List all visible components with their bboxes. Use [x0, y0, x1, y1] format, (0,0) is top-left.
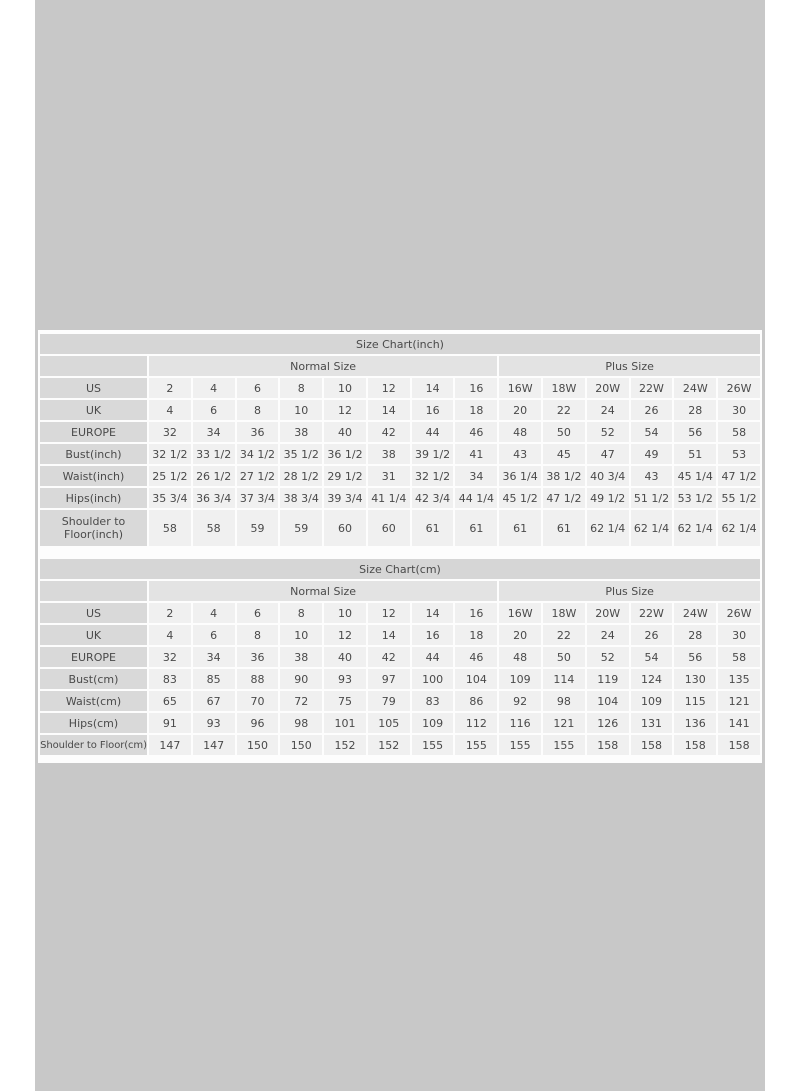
size-group-header: Normal Size: [149, 581, 497, 601]
size-cell: 36 1/4: [499, 466, 541, 486]
size-cell: 36: [237, 422, 279, 442]
size-cell: 20W: [587, 603, 629, 623]
size-cell: 37 3/4: [237, 488, 279, 508]
size-group-header: Normal Size: [149, 356, 497, 376]
size-cell: 58: [718, 422, 760, 442]
table-row: [40, 378, 760, 398]
size-cell: 158: [631, 735, 673, 755]
size-cell: 38: [280, 647, 322, 667]
size-cell: 98: [543, 691, 585, 711]
size-cell: 16W: [499, 603, 541, 623]
size-cell: 61: [455, 510, 497, 546]
size-cell: 18: [455, 400, 497, 420]
size-cell: 40 3/4: [587, 466, 629, 486]
size-cell: 72: [280, 691, 322, 711]
size-cell: 42: [368, 422, 410, 442]
size-cell: 98: [280, 713, 322, 733]
size-cell: 47 1/2: [543, 488, 585, 508]
size-cell: 26W: [718, 378, 760, 398]
size-cell: 32 1/2: [149, 444, 191, 464]
size-cell: 61: [412, 510, 454, 546]
size-cell: 16: [455, 378, 497, 398]
size-cell: 101: [324, 713, 366, 733]
size-cell: 44: [412, 647, 454, 667]
size-cell: 85: [193, 669, 235, 689]
size-cell: 65: [149, 691, 191, 711]
size-cell: 150: [237, 735, 279, 755]
size-cell: 22: [543, 625, 585, 645]
table-row: [40, 400, 760, 420]
size-cell: 59: [237, 510, 279, 546]
size-cell: 41 1/4: [368, 488, 410, 508]
size-cell: 56: [674, 647, 716, 667]
table-row: [40, 510, 760, 546]
row-label: Hips(cm): [40, 713, 147, 733]
size-cell: 97: [368, 669, 410, 689]
size-cell: 126: [587, 713, 629, 733]
row-label: Bust(cm): [40, 669, 147, 689]
table-row: [40, 691, 760, 711]
size-cell: 96: [237, 713, 279, 733]
size-cell: 43: [631, 466, 673, 486]
size-cell: 62 1/4: [674, 510, 716, 546]
size-cell: 155: [499, 735, 541, 755]
size-cell: 34: [193, 647, 235, 667]
size-cell: 2: [149, 603, 191, 623]
size-cell: 109: [412, 713, 454, 733]
size-cell: 131: [631, 713, 673, 733]
table-title-row: [40, 334, 760, 354]
size-cell: 50: [543, 422, 585, 442]
size-cell: 90: [280, 669, 322, 689]
row-label: US: [40, 378, 147, 398]
size-cell: 24W: [674, 603, 716, 623]
size-cell: 50: [543, 647, 585, 667]
size-cell: 61: [499, 510, 541, 546]
size-cell: 20W: [587, 378, 629, 398]
table-row: [40, 669, 760, 689]
size-cell: 40: [324, 422, 366, 442]
size-cell: 104: [587, 691, 629, 711]
table-row: [40, 603, 760, 623]
size-cell: 58: [193, 510, 235, 546]
size-cell: 8: [280, 378, 322, 398]
size-cell: 6: [237, 603, 279, 623]
size-cell: 53: [718, 444, 760, 464]
size-cell: 38: [368, 444, 410, 464]
size-cell: 12: [324, 625, 366, 645]
size-cell: 39 1/2: [412, 444, 454, 464]
size-cell: 86: [455, 691, 497, 711]
size-chart-table: [38, 557, 762, 757]
size-cell: 60: [324, 510, 366, 546]
size-cell: 141: [718, 713, 760, 733]
size-cell: 14: [412, 378, 454, 398]
size-cell: 46: [455, 422, 497, 442]
size-cell: 26W: [718, 603, 760, 623]
table-title: Size Chart(inch): [40, 334, 760, 354]
size-chart-panel: [38, 330, 762, 763]
size-cell: 20: [499, 625, 541, 645]
size-cell: 49 1/2: [587, 488, 629, 508]
size-cell: 48: [499, 647, 541, 667]
size-cell: 22W: [631, 378, 673, 398]
size-group-row: [40, 356, 760, 376]
size-cell: 130: [674, 669, 716, 689]
size-cell: 67: [193, 691, 235, 711]
size-group-header: Plus Size: [499, 581, 760, 601]
size-cell: 93: [193, 713, 235, 733]
size-cell: 34: [193, 422, 235, 442]
row-label: EUROPE: [40, 647, 147, 667]
row-label: Shoulder to Floor(inch): [40, 510, 147, 546]
row-label: UK: [40, 400, 147, 420]
size-cell: 62 1/4: [631, 510, 673, 546]
size-cell: 32: [149, 422, 191, 442]
size-cell: 14: [368, 625, 410, 645]
size-cell: 6: [237, 378, 279, 398]
size-cell: 38 1/2: [543, 466, 585, 486]
size-cell: 48: [499, 422, 541, 442]
size-cell: 16: [412, 400, 454, 420]
size-cell: 93: [324, 669, 366, 689]
row-label: Hips(inch): [40, 488, 147, 508]
size-chart-table: [38, 332, 762, 548]
size-cell: 53 1/2: [674, 488, 716, 508]
size-cell: 34 1/2: [237, 444, 279, 464]
size-cell: 52: [587, 422, 629, 442]
row-label: Bust(inch): [40, 444, 147, 464]
size-cell: 34: [455, 466, 497, 486]
size-cell: 45 1/4: [674, 466, 716, 486]
size-cell: 8: [237, 400, 279, 420]
table-row: [40, 466, 760, 486]
gray-background: [35, 0, 765, 1091]
size-cell: 4: [149, 625, 191, 645]
size-cell: 54: [631, 422, 673, 442]
size-cell: 135: [718, 669, 760, 689]
size-cell: 24: [587, 625, 629, 645]
size-cell: 88: [237, 669, 279, 689]
size-cell: 158: [587, 735, 629, 755]
size-cell: 29 1/2: [324, 466, 366, 486]
size-cell: 18W: [543, 378, 585, 398]
size-cell: 83: [149, 669, 191, 689]
size-cell: 121: [718, 691, 760, 711]
size-cell: 147: [193, 735, 235, 755]
size-cell: 10: [280, 625, 322, 645]
size-cell: 8: [237, 625, 279, 645]
size-cell: 10: [324, 378, 366, 398]
size-group-header: Plus Size: [499, 356, 760, 376]
size-cell: 59: [280, 510, 322, 546]
size-cell: 39 3/4: [324, 488, 366, 508]
size-cell: 45: [543, 444, 585, 464]
table-row: [40, 488, 760, 508]
table-row: [40, 713, 760, 733]
size-cell: 45 1/2: [499, 488, 541, 508]
table-row: [40, 444, 760, 464]
size-cell: 40: [324, 647, 366, 667]
size-cell: 27 1/2: [237, 466, 279, 486]
size-cell: 42 3/4: [412, 488, 454, 508]
size-cell: 6: [193, 625, 235, 645]
size-cell: 25 1/2: [149, 466, 191, 486]
size-cell: 83: [412, 691, 454, 711]
size-cell: 52: [587, 647, 629, 667]
corner-cell: [40, 356, 147, 376]
size-cell: 124: [631, 669, 673, 689]
size-cell: 109: [499, 669, 541, 689]
row-label: UK: [40, 625, 147, 645]
size-cell: 35 1/2: [280, 444, 322, 464]
size-cell: 58: [718, 647, 760, 667]
table-title: Size Chart(cm): [40, 559, 760, 579]
size-cell: 70: [237, 691, 279, 711]
size-cell: 44: [412, 422, 454, 442]
size-cell: 6: [193, 400, 235, 420]
row-label: EUROPE: [40, 422, 147, 442]
size-group-row: [40, 581, 760, 601]
size-cell: 10: [324, 603, 366, 623]
size-cell: 51: [674, 444, 716, 464]
size-cell: 62 1/4: [718, 510, 760, 546]
size-cell: 47: [587, 444, 629, 464]
size-cell: 16: [455, 603, 497, 623]
size-cell: 56: [674, 422, 716, 442]
size-cell: 33 1/2: [193, 444, 235, 464]
size-cell: 24W: [674, 378, 716, 398]
size-cell: 26: [631, 625, 673, 645]
size-cell: 16: [412, 625, 454, 645]
size-cell: 16W: [499, 378, 541, 398]
size-cell: 158: [674, 735, 716, 755]
size-cell: 4: [193, 603, 235, 623]
table-row: [40, 647, 760, 667]
size-cell: 155: [455, 735, 497, 755]
size-cell: 54: [631, 647, 673, 667]
size-cell: 12: [324, 400, 366, 420]
size-cell: 92: [499, 691, 541, 711]
size-cell: 158: [718, 735, 760, 755]
size-cell: 91: [149, 713, 191, 733]
size-cell: 22W: [631, 603, 673, 623]
size-cell: 42: [368, 647, 410, 667]
size-cell: 51 1/2: [631, 488, 673, 508]
size-cell: 41: [455, 444, 497, 464]
table-row: [40, 625, 760, 645]
size-cell: 75: [324, 691, 366, 711]
size-cell: 119: [587, 669, 629, 689]
size-cell: 28: [674, 400, 716, 420]
size-cell: 61: [543, 510, 585, 546]
size-cell: 31: [368, 466, 410, 486]
size-cell: 2: [149, 378, 191, 398]
size-cell: 109: [631, 691, 673, 711]
size-cell: 26: [631, 400, 673, 420]
size-cell: 150: [280, 735, 322, 755]
size-cell: 55 1/2: [718, 488, 760, 508]
size-cell: 105: [368, 713, 410, 733]
table-row: [40, 735, 760, 755]
size-cell: 14: [412, 603, 454, 623]
size-cell: 24: [587, 400, 629, 420]
size-cell: 116: [499, 713, 541, 733]
size-cell: 155: [412, 735, 454, 755]
size-cell: 62 1/4: [587, 510, 629, 546]
size-cell: 35 3/4: [149, 488, 191, 508]
corner-cell: [40, 581, 147, 601]
size-cell: 155: [543, 735, 585, 755]
row-label: Waist(inch): [40, 466, 147, 486]
size-cell: 136: [674, 713, 716, 733]
row-label: Shoulder to Floor(cm): [40, 735, 147, 755]
size-cell: 112: [455, 713, 497, 733]
size-cell: 18: [455, 625, 497, 645]
size-cell: 30: [718, 400, 760, 420]
size-cell: 10: [280, 400, 322, 420]
size-cell: 152: [324, 735, 366, 755]
size-cell: 104: [455, 669, 497, 689]
size-cell: 4: [149, 400, 191, 420]
size-cell: 58: [149, 510, 191, 546]
size-cell: 147: [149, 735, 191, 755]
size-cell: 100: [412, 669, 454, 689]
size-cell: 114: [543, 669, 585, 689]
size-cell: 46: [455, 647, 497, 667]
row-label: Waist(cm): [40, 691, 147, 711]
size-cell: 47 1/2: [718, 466, 760, 486]
size-cell: 30: [718, 625, 760, 645]
size-cell: 28: [674, 625, 716, 645]
size-cell: 49: [631, 444, 673, 464]
size-cell: 32 1/2: [412, 466, 454, 486]
size-cell: 26 1/2: [193, 466, 235, 486]
size-cell: 38: [280, 422, 322, 442]
table-row: [40, 422, 760, 442]
size-cell: 8: [280, 603, 322, 623]
table-title-row: [40, 559, 760, 579]
size-cell: 38 3/4: [280, 488, 322, 508]
size-cell: 36: [237, 647, 279, 667]
size-cell: 121: [543, 713, 585, 733]
size-cell: 79: [368, 691, 410, 711]
size-cell: 4: [193, 378, 235, 398]
size-cell: 12: [368, 603, 410, 623]
size-cell: 20: [499, 400, 541, 420]
size-cell: 36 1/2: [324, 444, 366, 464]
size-cell: 32: [149, 647, 191, 667]
size-cell: 18W: [543, 603, 585, 623]
size-cell: 115: [674, 691, 716, 711]
size-cell: 36 3/4: [193, 488, 235, 508]
size-cell: 12: [368, 378, 410, 398]
size-cell: 44 1/4: [455, 488, 497, 508]
size-cell: 60: [368, 510, 410, 546]
size-cell: 28 1/2: [280, 466, 322, 486]
size-cell: 43: [499, 444, 541, 464]
size-charts: [38, 332, 762, 757]
size-cell: 14: [368, 400, 410, 420]
row-label: US: [40, 603, 147, 623]
size-cell: 152: [368, 735, 410, 755]
size-cell: 22: [543, 400, 585, 420]
